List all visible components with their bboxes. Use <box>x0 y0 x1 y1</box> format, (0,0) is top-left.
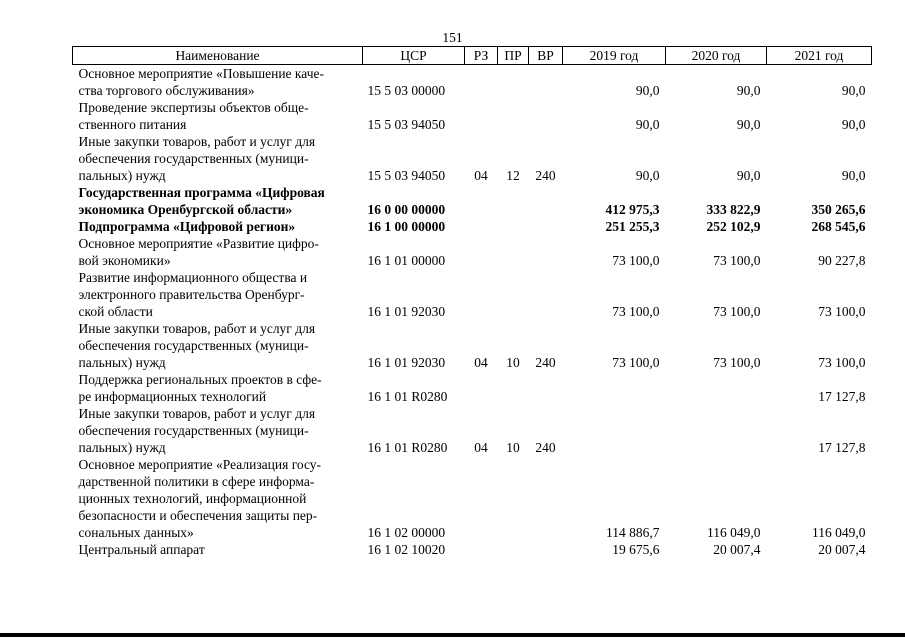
header-2021: 2021 год <box>767 47 872 65</box>
row-vr <box>529 541 563 558</box>
table-header-row <box>73 47 872 65</box>
row-pr: 12 <box>506 168 520 183</box>
row-2021: 17 127,8 <box>818 389 866 404</box>
row-2021: 90,0 <box>841 168 866 183</box>
row-2020 <box>666 405 767 456</box>
row-name-line: ства торгового обслуживания» <box>78 83 255 98</box>
row-vr <box>529 371 563 405</box>
row-pr <box>498 65 529 100</box>
table-row <box>73 269 872 320</box>
row-name-line: Основное мероприятие «Повышение каче- <box>78 66 325 81</box>
bottom-border <box>0 633 905 637</box>
row-2019: 412 975,3 <box>605 202 660 217</box>
row-name-line: Иные закупки товаров, работ и услуг для <box>78 134 316 149</box>
row-name-line: Проведение экспертизы объектов обще- <box>78 100 309 115</box>
row-name-line: Подпрограмма «Цифровой регион» <box>78 219 296 234</box>
row-vr: 240 <box>535 440 556 455</box>
row-rz <box>465 99 498 133</box>
row-2021: 17 127,8 <box>818 440 866 455</box>
row-2020: 20 007,4 <box>713 542 761 557</box>
row-2021: 90 227,8 <box>818 253 866 268</box>
row-2021: 116 049,0 <box>812 525 866 540</box>
row-csr: 16 1 01 92030 <box>367 304 446 319</box>
row-name <box>73 541 363 558</box>
row-name <box>73 218 363 235</box>
row-name-line: обеспечения государственных (муници- <box>78 423 309 438</box>
row-rz <box>465 65 498 100</box>
row-name-line: Поддержка региональных проектов в сфе- <box>78 372 322 387</box>
row-name <box>73 99 363 133</box>
header-rz: РЗ <box>465 47 498 65</box>
row-vr <box>529 456 563 541</box>
header-vr: ВР <box>529 47 563 65</box>
row-name <box>73 184 363 218</box>
table-row <box>73 65 872 100</box>
row-rz: 04 <box>474 355 488 370</box>
row-name-line: ственного питания <box>78 117 187 132</box>
row-csr: 15 5 03 94050 <box>367 117 446 132</box>
header-2020: 2020 год <box>666 47 767 65</box>
table-row <box>73 99 872 133</box>
row-pr <box>498 235 529 269</box>
row-vr: 240 <box>535 355 556 370</box>
row-name <box>73 320 363 371</box>
row-name-line: пальных) нужд <box>78 440 166 455</box>
page-number: 151 <box>442 30 463 45</box>
row-2021: 73 100,0 <box>818 304 866 319</box>
row-name-line: Основное мероприятие «Реализация госу- <box>78 457 322 472</box>
row-2019 <box>563 371 666 405</box>
row-pr <box>498 99 529 133</box>
table-row <box>73 235 872 269</box>
row-2020: 252 102,9 <box>706 219 761 234</box>
row-csr: 15 5 03 00000 <box>367 83 446 98</box>
table-row <box>73 541 872 558</box>
row-name-line: вой экономики» <box>78 253 171 268</box>
row-name-line: безопасности и обеспечения защиты пер- <box>78 508 318 523</box>
row-2019: 73 100,0 <box>612 253 660 268</box>
row-csr: 15 5 03 94050 <box>367 168 446 183</box>
row-rz <box>465 371 498 405</box>
table-row <box>73 184 872 218</box>
row-vr <box>529 218 563 235</box>
row-name-line: дарственной политики в сфере информа- <box>78 474 315 489</box>
row-2020: 90,0 <box>736 83 761 98</box>
row-rz <box>465 456 498 541</box>
row-rz <box>465 184 498 218</box>
row-name <box>73 269 363 320</box>
row-vr <box>529 184 563 218</box>
header-2019: 2019 год <box>563 47 666 65</box>
row-name-line: обеспечения государственных (муници- <box>78 338 309 353</box>
table-row <box>73 371 872 405</box>
row-2021: 73 100,0 <box>818 355 866 370</box>
row-vr <box>529 99 563 133</box>
row-name <box>73 371 363 405</box>
row-name <box>73 235 363 269</box>
row-name-line: пальных) нужд <box>78 355 166 370</box>
row-csr: 16 1 01 R0280 <box>367 440 448 455</box>
row-pr: 10 <box>506 355 520 370</box>
row-name-line: Иные закупки товаров, работ и услуг для <box>78 406 316 421</box>
row-csr: 16 1 01 92030 <box>367 355 446 370</box>
row-pr <box>498 269 529 320</box>
table-row <box>73 320 872 371</box>
row-2021: 350 265,6 <box>811 202 866 217</box>
row-2019: 73 100,0 <box>612 355 660 370</box>
row-2019: 90,0 <box>635 117 660 132</box>
row-csr: 16 1 00 00000 <box>367 219 446 234</box>
header-pr: ПР <box>498 47 529 65</box>
row-name-line: Иные закупки товаров, работ и услуг для <box>78 321 316 336</box>
row-name-line: ре информационных технологий <box>78 389 267 404</box>
row-name-line: Государственная программа «Цифровая <box>78 185 325 200</box>
row-2020: 90,0 <box>736 117 761 132</box>
row-name-line: экономика Оренбургской области» <box>78 202 293 217</box>
row-name-line: Основное мероприятие «Развитие цифро- <box>78 236 319 251</box>
row-name <box>73 65 363 100</box>
row-csr: 16 1 02 10020 <box>367 542 446 557</box>
row-pr <box>498 371 529 405</box>
row-vr: 240 <box>535 168 556 183</box>
row-2019: 73 100,0 <box>612 304 660 319</box>
row-2020: 116 049,0 <box>707 525 761 540</box>
row-vr <box>529 269 563 320</box>
row-name-line: электронного правительства Оренбург- <box>78 287 305 302</box>
row-rz: 04 <box>474 440 488 455</box>
row-2019: 90,0 <box>635 83 660 98</box>
row-2019: 251 255,3 <box>605 219 660 234</box>
row-rz: 04 <box>474 168 488 183</box>
row-2019: 90,0 <box>635 168 660 183</box>
row-2020: 90,0 <box>736 168 761 183</box>
row-name-line: пальных) нужд <box>78 168 166 183</box>
row-2021: 268 545,6 <box>811 219 866 234</box>
table-row <box>73 456 872 541</box>
table-row <box>73 405 872 456</box>
header-name: Наименование <box>73 47 363 65</box>
table-row <box>73 133 872 184</box>
row-2019: 114 886,7 <box>606 525 660 540</box>
row-vr <box>529 235 563 269</box>
row-2021: 90,0 <box>841 83 866 98</box>
row-2021: 90,0 <box>841 117 866 132</box>
row-name-line: ционных технологий, информационной <box>78 491 307 506</box>
row-pr <box>498 184 529 218</box>
row-name <box>73 456 363 541</box>
row-name-line: ской области <box>78 304 153 319</box>
row-2019 <box>563 405 666 456</box>
row-rz <box>465 541 498 558</box>
row-name-line: Развитие информационного общества и <box>78 270 308 285</box>
header-csr: ЦСР <box>363 47 465 65</box>
row-name-line: обеспечения государственных (муници- <box>78 151 309 166</box>
row-2021: 20 007,4 <box>818 542 866 557</box>
row-csr: 16 1 02 00000 <box>367 525 446 540</box>
row-csr: 16 1 01 00000 <box>367 253 446 268</box>
row-2019: 19 675,6 <box>612 542 660 557</box>
row-csr: 16 0 00 00000 <box>367 202 446 217</box>
row-name <box>73 405 363 456</box>
budget-table <box>72 46 872 558</box>
row-pr <box>498 541 529 558</box>
row-2020 <box>666 371 767 405</box>
table-row <box>73 218 872 235</box>
row-name-line: Центральный аппарат <box>78 542 205 557</box>
row-pr <box>498 218 529 235</box>
row-pr: 10 <box>506 440 520 455</box>
row-name-line: сональных данных» <box>78 525 194 540</box>
row-vr <box>529 65 563 100</box>
row-rz <box>465 235 498 269</box>
row-2020: 333 822,9 <box>706 202 761 217</box>
row-2020: 73 100,0 <box>713 253 761 268</box>
row-csr: 16 1 01 R0280 <box>367 389 448 404</box>
row-rz <box>465 218 498 235</box>
row-2020: 73 100,0 <box>713 355 761 370</box>
row-rz <box>465 269 498 320</box>
row-name <box>73 133 363 184</box>
row-pr <box>498 456 529 541</box>
row-2020: 73 100,0 <box>713 304 761 319</box>
table-body <box>73 65 872 559</box>
